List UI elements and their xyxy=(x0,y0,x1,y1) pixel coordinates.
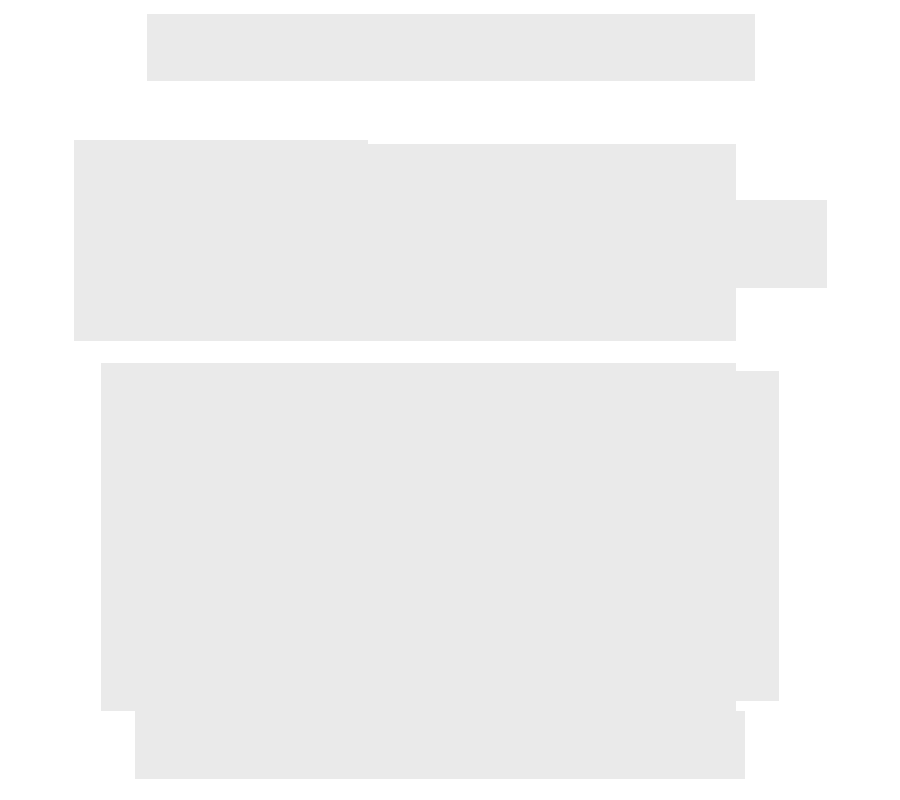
paragraph-first-line-placeholder xyxy=(74,140,368,341)
title-placeholder-block xyxy=(147,14,755,81)
body-text-right-strip-placeholder xyxy=(736,371,779,701)
closing-paragraph-placeholder xyxy=(135,711,745,779)
body-text-placeholder xyxy=(101,363,736,711)
margin-float-placeholder xyxy=(736,200,827,288)
paragraph-body-placeholder xyxy=(368,144,736,341)
